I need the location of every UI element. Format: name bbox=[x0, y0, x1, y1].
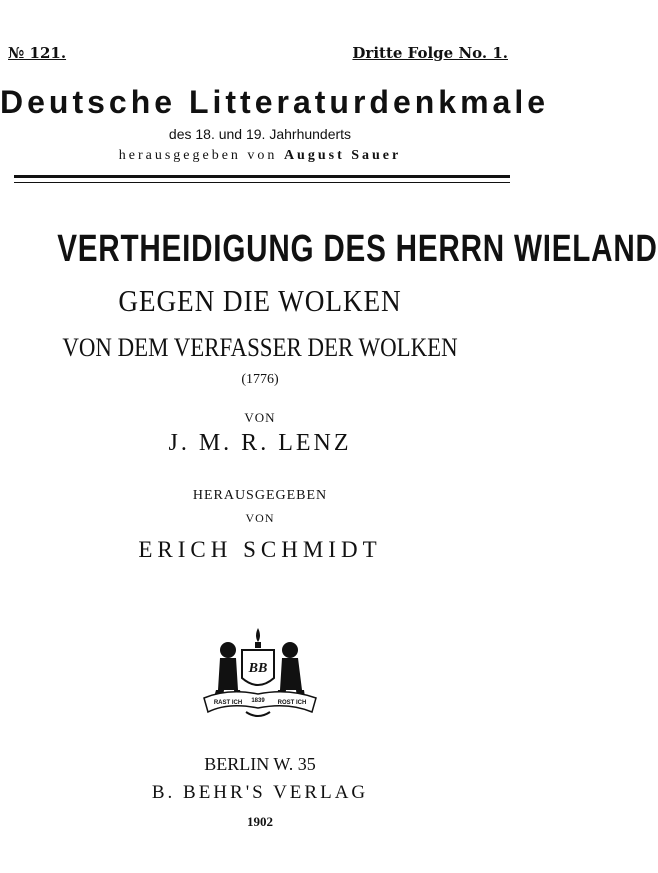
author-name: J. M. R. LENZ bbox=[168, 430, 352, 456]
von-label: VON bbox=[244, 410, 276, 425]
title-year: (1776) bbox=[241, 372, 279, 387]
header-rule-thick bbox=[14, 175, 510, 178]
emblem-banner-left: RAST ICH bbox=[213, 700, 243, 706]
title-line-3: VON DEM VERFASSER DER WOLKEN bbox=[62, 333, 458, 362]
series-folge: Dritte Folge No. 1. bbox=[352, 44, 508, 62]
emblem-year: 1839 bbox=[251, 698, 265, 704]
imprint-publisher: B. BEHR'S VERLAG bbox=[151, 782, 369, 803]
emblem-monogram: BB bbox=[248, 661, 268, 676]
publisher-emblem-icon bbox=[198, 620, 322, 724]
series-editor-line bbox=[0, 148, 520, 164]
series-subtitle: des 18. und 19. Jahrhunderts bbox=[168, 126, 352, 142]
header-rule-thin bbox=[14, 182, 510, 183]
edited-label: HERAUSGEGEBEN bbox=[192, 488, 328, 503]
title-line-2: GEGEN DIE WOLKEN bbox=[118, 283, 402, 318]
imprint-year: 1902 bbox=[247, 814, 273, 829]
title-line-1: VERTHEIDIGUNG DES HERRN WIELAND bbox=[57, 228, 658, 270]
editor-name: ERICH SCHMIDT bbox=[138, 537, 382, 562]
editor-prefix: herausgegeben von bbox=[118, 148, 278, 163]
series-title: Deutsche Litteraturdenkmale bbox=[0, 84, 550, 120]
imprint-place: BERLIN W. 35 bbox=[204, 754, 316, 774]
series-editor-name: August Sauer bbox=[283, 148, 402, 163]
emblem-banner-right: ROST ICH bbox=[277, 700, 307, 706]
series-number: № 121. bbox=[8, 44, 67, 62]
edited-von-label: VON bbox=[245, 511, 275, 525]
